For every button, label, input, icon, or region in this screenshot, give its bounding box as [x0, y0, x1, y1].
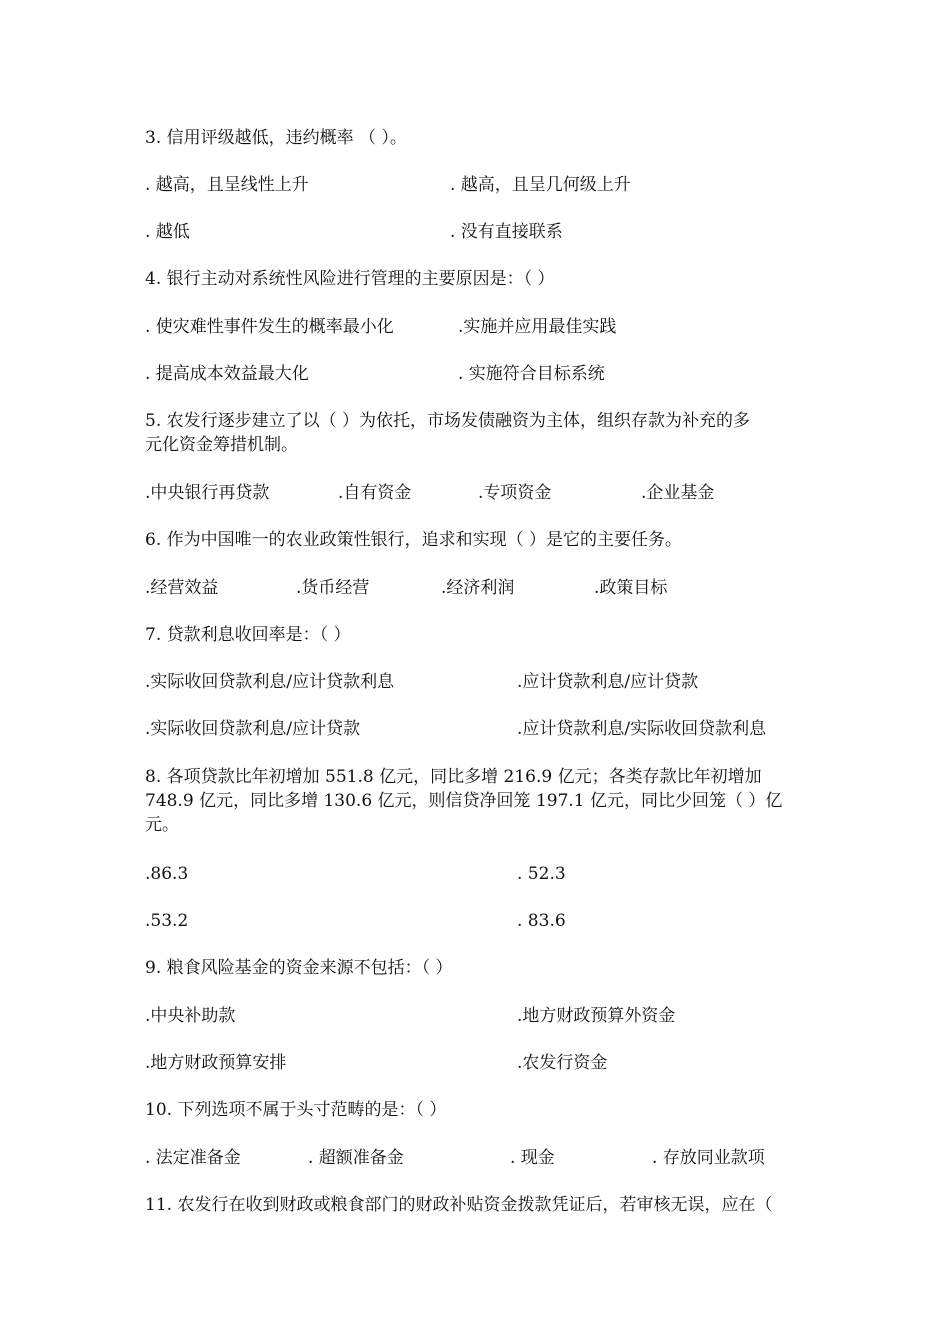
- question-7-option-d: .应计贷款利息/实际收回贷款利息: [517, 719, 767, 739]
- question-10-option-d: . 存放同业款项: [652, 1148, 765, 1168]
- question-5-stem-line-2: 元化资金筹措机制。: [145, 435, 298, 455]
- question-3-option-c: . 越低: [145, 222, 190, 242]
- question-7-option-b: .应计贷款利息/应计贷款: [517, 672, 699, 692]
- question-4-option-b: .实施并应用最佳实践: [458, 317, 617, 337]
- question-3-option-a: . 越高，且呈线性上升: [145, 175, 309, 195]
- question-4-option-a: . 使灾难性事件发生的概率最小化: [145, 317, 394, 337]
- question-7-stem: 7. 贷款利息收回率是：（ ）: [145, 625, 351, 645]
- question-10-option-c: . 现金: [510, 1148, 555, 1168]
- question-5-option-a: .中央银行再贷款: [145, 483, 270, 503]
- question-10-stem: 10. 下列选项不属于头寸范畴的是：（ ）: [145, 1100, 447, 1120]
- question-11-stem: 11. 农发行在收到财政或粮食部门的财政补贴资金拨款凭证后，若审核无误，应在（: [145, 1195, 773, 1215]
- question-9-stem: 9. 粮食风险基金的资金来源不包括：（ ）: [145, 958, 453, 978]
- question-9-option-d: .农发行资金: [517, 1053, 608, 1073]
- question-8-option-d: . 83.6: [517, 911, 566, 931]
- question-3-stem: 3. 信用评级越低，违约概率 （ ）。: [145, 128, 407, 148]
- question-8-option-b: . 52.3: [517, 864, 566, 884]
- question-6-option-b: .货币经营: [296, 578, 370, 598]
- question-8-stem-line-3: 元。: [145, 815, 179, 835]
- question-6-option-d: .政策目标: [594, 578, 668, 598]
- question-10-option-b: . 超额准备金: [308, 1148, 404, 1168]
- question-9-option-b: .地方财政预算外资金: [517, 1006, 676, 1026]
- question-5-option-b: .自有资金: [338, 483, 412, 503]
- question-5-option-d: .企业基金: [641, 483, 715, 503]
- question-3-option-b: . 越高，且呈几何级上升: [450, 175, 631, 195]
- question-10-option-a: . 法定准备金: [145, 1148, 241, 1168]
- question-4-option-c: . 提高成本效益最大化: [145, 364, 309, 384]
- question-9-option-c: .地方财政预算安排: [145, 1053, 287, 1073]
- question-8-stem-line-1: 8. 各项贷款比年初增加 551.8 亿元，同比多增 216.9 亿元；各类存款比年初增加: [145, 767, 762, 787]
- question-8-stem-line-2: 748.9 亿元，同比多增 130.6 亿元，则信贷净回笼 197.1 亿元，同比少回笼（ ）亿: [145, 791, 783, 811]
- question-3-option-d: . 没有直接联系: [450, 222, 563, 242]
- question-7-option-c: .实际收回贷款利息/应计贷款: [145, 719, 361, 739]
- question-6-option-a: .经营效益: [145, 578, 219, 598]
- question-6-stem: 6. 作为中国唯一的农业政策性银行，追求和实现（ ）是它的主要任务。: [145, 530, 683, 550]
- question-9-option-a: .中央补助款: [145, 1006, 236, 1026]
- question-5-option-c: .专项资金: [478, 483, 552, 503]
- question-8-option-c: .53.2: [145, 911, 189, 931]
- question-8-option-a: .86.3: [145, 864, 189, 884]
- question-7-option-a: .实际收回贷款利息/应计贷款利息: [145, 672, 395, 692]
- question-6-option-c: .经济利润: [441, 578, 515, 598]
- question-5-stem-line-1: 5. 农发行逐步建立了以（ ）为依托，市场发债融资为主体，组织存款为补充的多: [145, 411, 751, 431]
- question-4-stem: 4. 银行主动对系统性风险进行管理的主要原因是：（ ）: [145, 269, 555, 289]
- question-4-option-d: . 实施符合目标系统: [458, 364, 605, 384]
